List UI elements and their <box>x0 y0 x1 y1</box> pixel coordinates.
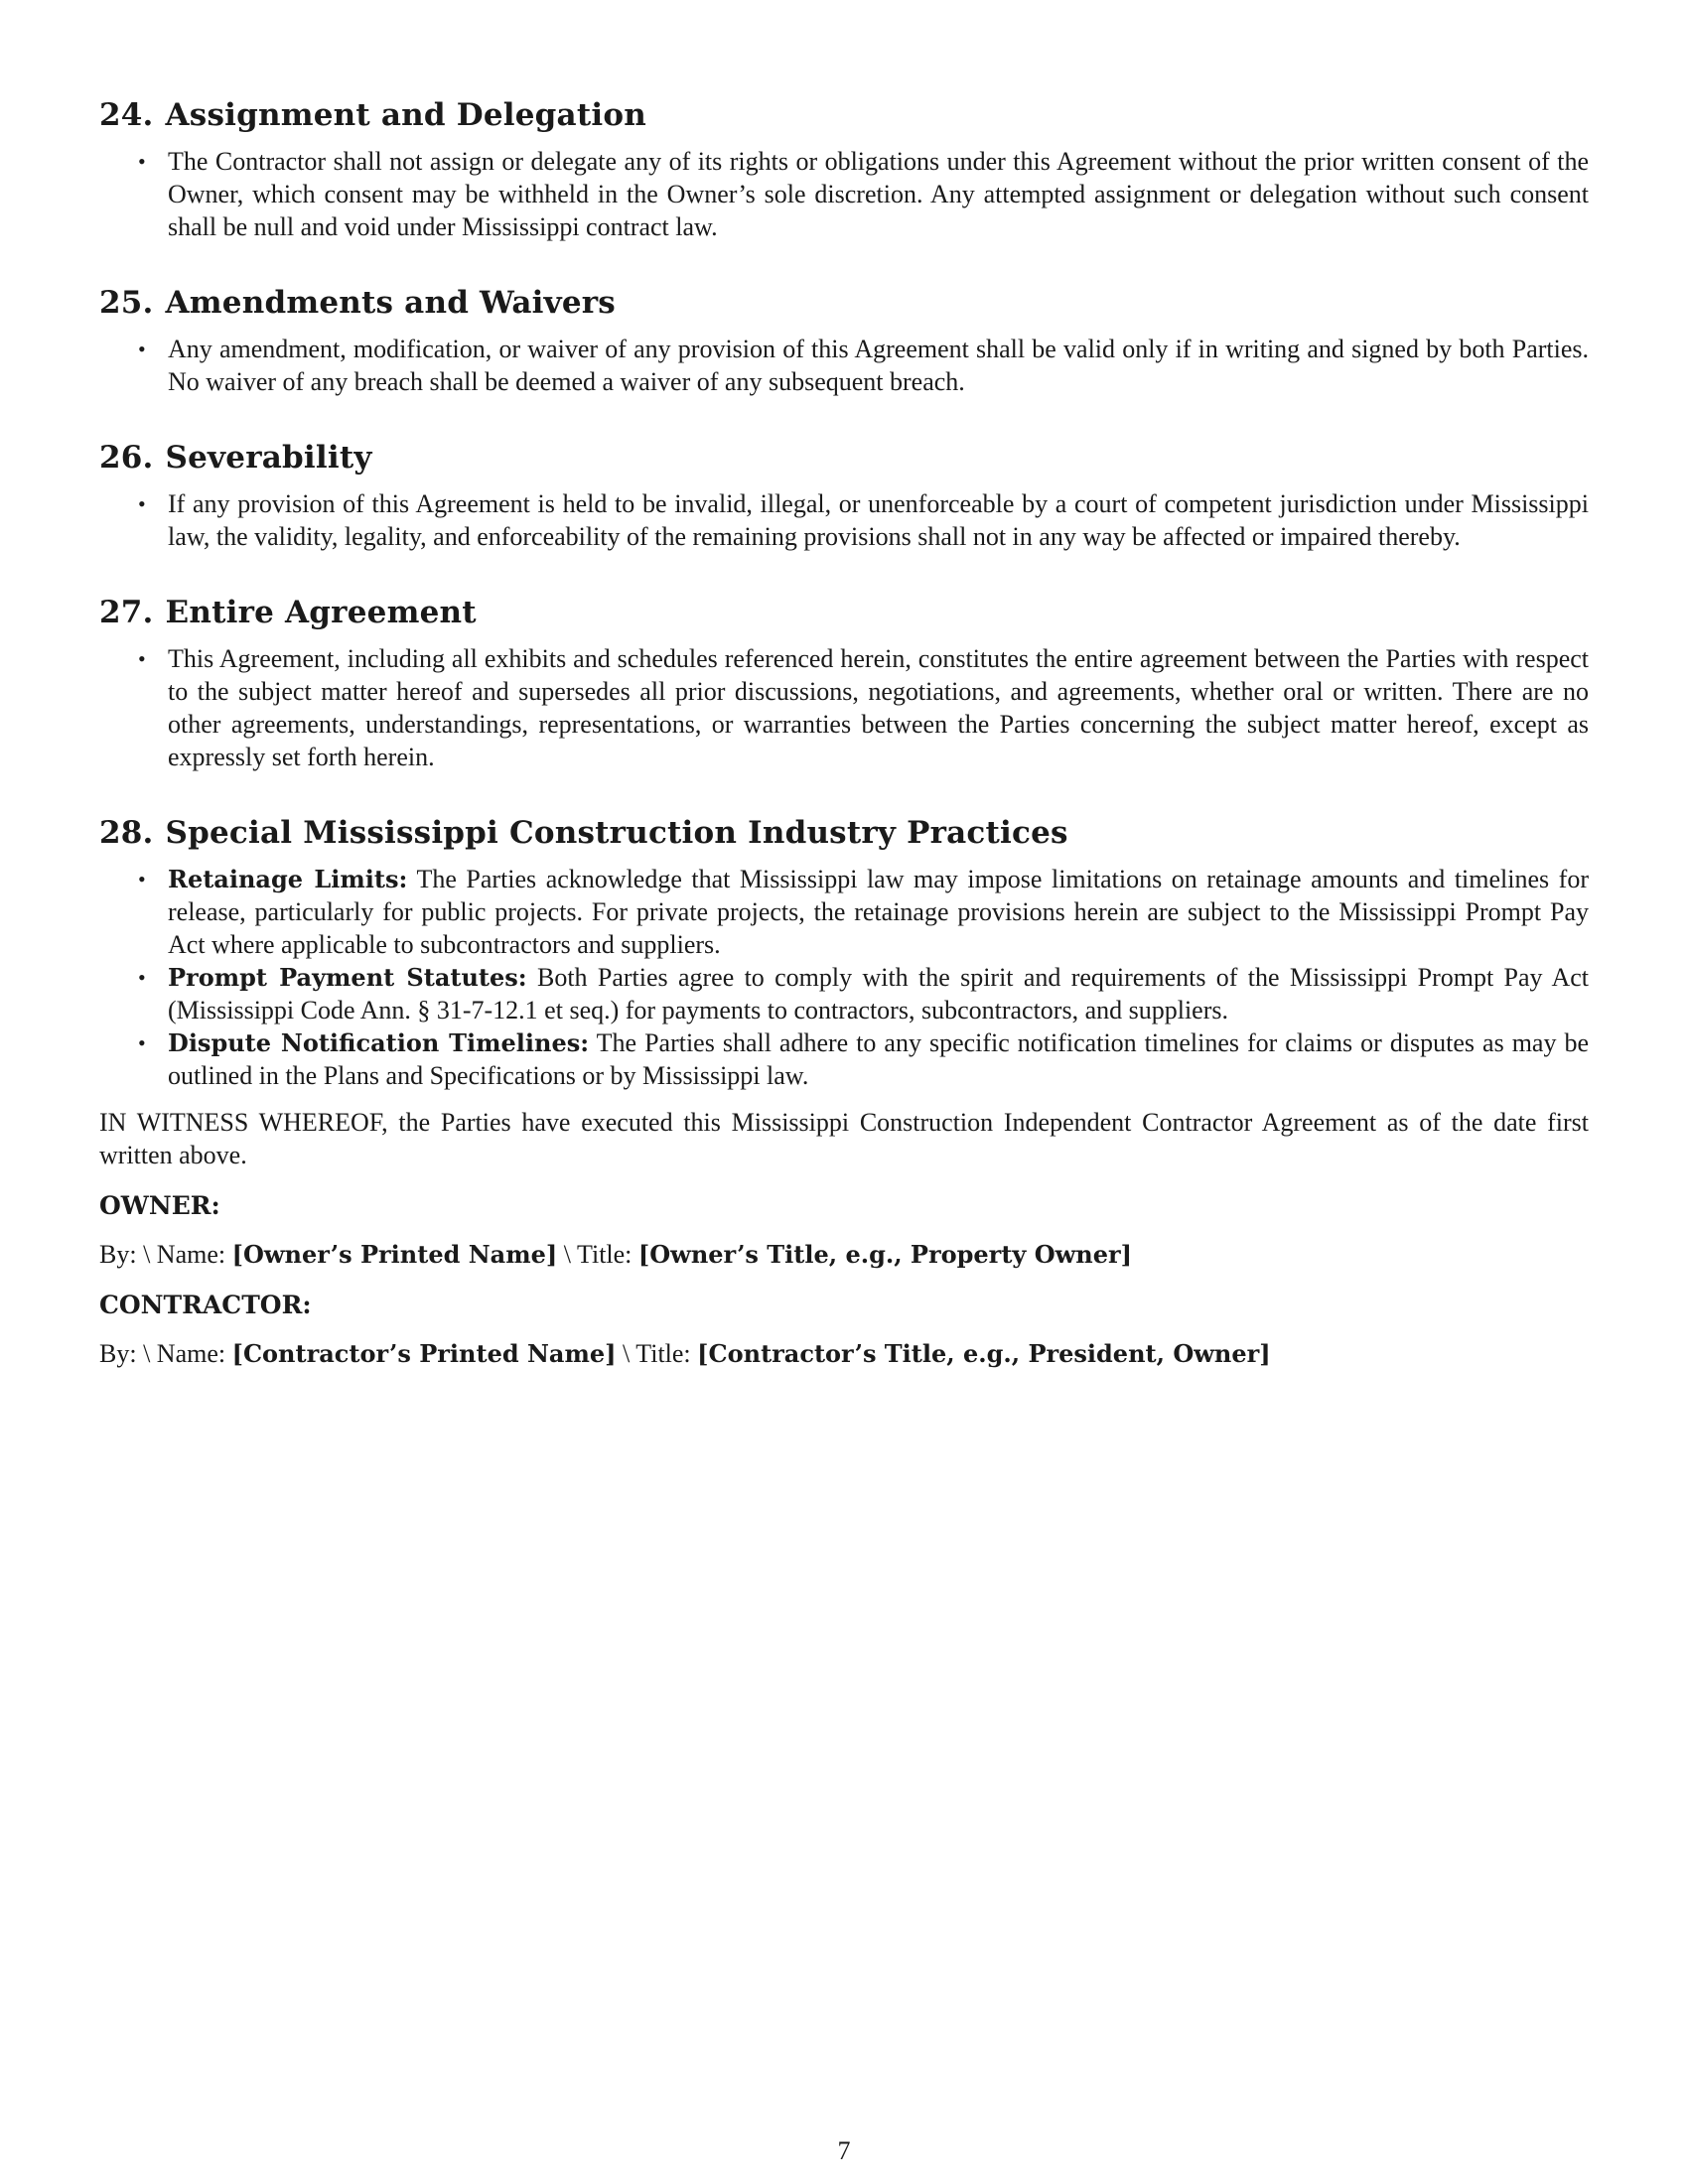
witness-clause: IN WITNESS WHEREOF, the Parties have executed this Mississippi Construction Independent Contractor Agreement as of the date first written above. <box>99 1108 1589 1169</box>
contractor-by-name-label: By: \ Name: <box>99 1339 232 1368</box>
section-26 <box>99 438 1589 553</box>
bullet-list <box>99 333 1589 398</box>
section-title: Amendments and Waivers <box>165 285 616 321</box>
contractor-title-placeholder: [Contractor’s Title, e.g., President, Owner] <box>697 1339 1271 1368</box>
contractor-signature-line <box>99 1337 1589 1370</box>
item-text: If any provision of this Agreement is held to be invalid, illegal, or unenforceable by a court of competent jurisdiction under Mississippi law, the validity, legality, and enforceability of the remaining provisions shall not in any way be affected or impaired thereby. <box>168 489 1589 551</box>
owner-label: OWNER: <box>99 1191 220 1220</box>
bullet-icon: • <box>138 867 146 891</box>
section-number: 26. <box>99 440 154 476</box>
page-number: 7 <box>837 2136 851 2165</box>
owner-title-placeholder: [Owner’s Title, e.g., Property Owner] <box>637 1240 1132 1269</box>
bullet-list <box>99 642 1589 773</box>
bullet-icon: • <box>138 1030 146 1055</box>
section-number: 25. <box>99 285 154 321</box>
item-text: Any amendment, modification, or waiver of any provision of this Agreement shall be valid only if in writing and signed by both Parties. No waiver of any breach shall be deemed a waiver of any subsequent breach. <box>168 335 1589 396</box>
bullet-list <box>99 145 1589 243</box>
section-24 <box>99 95 1589 243</box>
section-heading <box>99 95 1589 135</box>
section-number: 27. <box>99 595 154 630</box>
owner-name-placeholder: [Owner’s Printed Name] <box>231 1240 558 1269</box>
item-text: The Parties shall adhere to any specific notification timelines for claims or disputes as may be outlined in the Plans and Specifications or by Mississippi law. <box>168 1028 1589 1090</box>
section-title: Entire Agreement <box>165 595 477 630</box>
document-page <box>99 95 1589 1370</box>
item-term: Dispute Notification Timelines: <box>168 1028 590 1057</box>
list-item <box>99 1026 1589 1092</box>
section-heading <box>99 438 1589 478</box>
section-27 <box>99 593 1589 773</box>
section-title: Severability <box>165 440 372 476</box>
section-title: Special Mississippi Construction Industry Practices <box>165 815 1068 851</box>
item-term: Retainage Limits: <box>168 865 408 893</box>
list-item <box>99 333 1589 398</box>
bullet-icon: • <box>138 965 146 990</box>
bullet-icon: • <box>138 646 146 671</box>
contractor-name-placeholder: [Contractor’s Printed Name] <box>231 1339 617 1368</box>
section-number: 24. <box>99 97 154 133</box>
section-heading <box>99 813 1589 853</box>
list-item <box>99 642 1589 773</box>
item-text: The Parties acknowledge that Mississippi law may impose limitations on retainage amounts and timelines for release, particularly for public projects. For private projects, the retainage provisions herein are subject to the Mississippi Prompt Pay Act where applicable to subcontractors and suppliers. <box>168 865 1589 959</box>
section-heading <box>99 283 1589 323</box>
owner-by-name-label: By: \ Name: <box>99 1240 232 1269</box>
bullet-icon: • <box>138 149 146 174</box>
owner-signature-line <box>99 1238 1589 1271</box>
item-text: Both Parties agree to comply with the spirit and requirements of the Mississippi Prompt Pay Act (Mississippi Code Ann. § 31-7-12.1 et seq.) for payments to contractors, subcontractors, and suppliers. <box>168 963 1589 1024</box>
list-item <box>99 863 1589 961</box>
owner-title-label: \ Title: <box>557 1240 638 1269</box>
item-text: The Contractor shall not assign or delegate any of its rights or obligations under this Agreement without the prior written consent of the Owner, which consent may be withheld in the Owner’s sole discretion. Any attempted assignment or delegation without such consent shall be null and void under Mississippi contract law. <box>168 147 1589 241</box>
bullet-icon: • <box>138 491 146 516</box>
contractor-title-label: \ Title: <box>616 1339 698 1368</box>
list-item <box>99 487 1589 553</box>
section-28 <box>99 813 1589 1092</box>
contractor-label: CONTRACTOR: <box>99 1291 312 1319</box>
bullet-list <box>99 487 1589 553</box>
section-25 <box>99 283 1589 398</box>
section-title: Assignment and Delegation <box>165 97 646 133</box>
item-text: This Agreement, including all exhibits and schedules referenced herein, constitutes the entire agreement between the Parties with respect to the subject matter hereof and supersedes all prior discussions, negotiations, and agreements, whether oral or written. There are no other agreements, understandings, representations, or warranties between the Parties concerning the subject matter hereof, except as expressly set forth herein. <box>168 644 1589 771</box>
item-term: Prompt Payment Statutes: <box>168 963 527 992</box>
list-item <box>99 145 1589 243</box>
section-number: 28. <box>99 815 154 851</box>
section-heading <box>99 593 1589 632</box>
bullet-icon: • <box>138 337 146 361</box>
list-item <box>99 961 1589 1026</box>
bullet-list <box>99 863 1589 1092</box>
